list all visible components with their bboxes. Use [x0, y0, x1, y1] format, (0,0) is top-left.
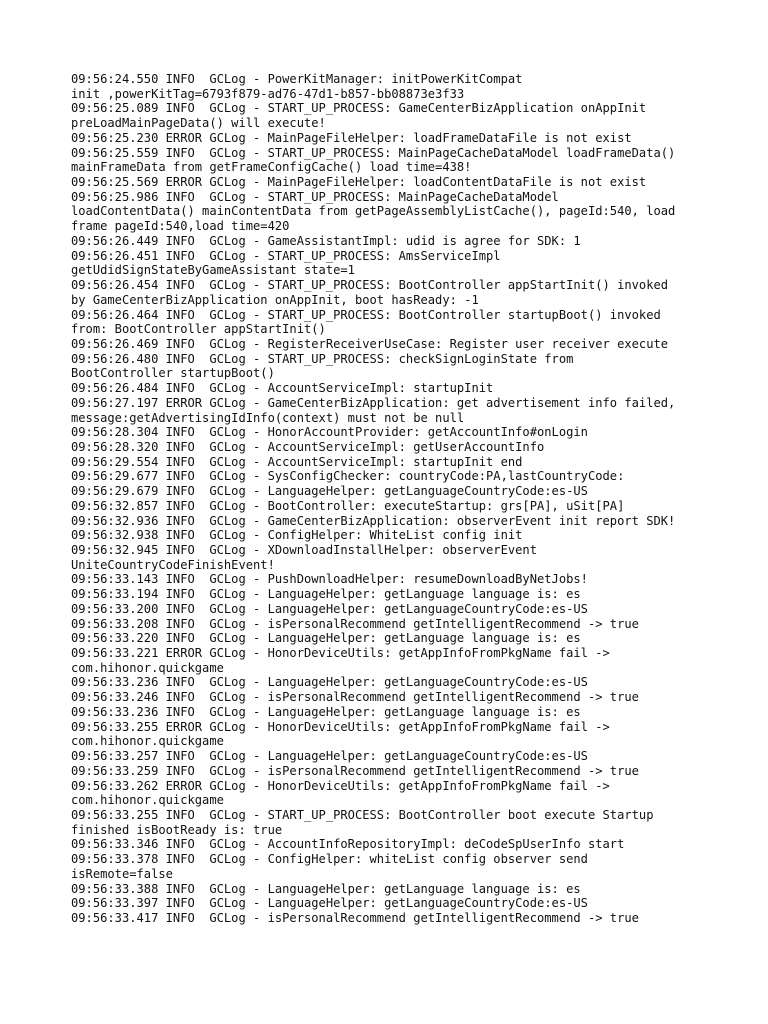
- log-line: 09:56:25.569 ERROR GCLog - MainPageFileHelper: loadContentDataFile is not exist: [71, 175, 647, 190]
- log-line: 09:56:25.559 INFO GCLog - START_UP_PROCESS: MainPageCacheDataModel loadFrameData(): [71, 145, 676, 160]
- log-line: com.hihonor.quickgame: [71, 734, 224, 749]
- log-line: isRemote=false: [71, 866, 173, 881]
- log-line: 09:56:33.220 INFO GCLog - LanguageHelper: getLanguage language is: es: [71, 631, 581, 646]
- log-line: message:getAdvertisingIdInfo(context) must not be null: [71, 410, 465, 425]
- log-line: 09:56:33.255 INFO GCLog - START_UP_PROCESS: BootController boot execute Startup: [71, 807, 654, 822]
- log-line: com.hihonor.quickgame: [71, 660, 224, 675]
- log-line: 09:56:25.089 INFO GCLog - START_UP_PROCESS: GameCenterBizApplication onAppInit: [71, 101, 647, 116]
- log-line: preLoadMainPageData() will execute!: [71, 116, 326, 131]
- log-line: 09:56:33.257 INFO GCLog - LanguageHelper: getLanguageCountryCode:es-US: [71, 749, 588, 764]
- log-line: 09:56:33.246 INFO GCLog - isPersonalRecommend getIntelligentRecommend -> true: [71, 690, 639, 705]
- log-line: 09:56:33.388 INFO GCLog - LanguageHelper: getLanguage language is: es: [71, 881, 581, 896]
- log-line: 09:56:25.230 ERROR GCLog - MainPageFileHelper: loadFrameDataFile is not exist: [71, 130, 632, 145]
- log-line: 09:56:26.464 INFO GCLog - START_UP_PROCESS: BootController startupBoot() invoked: [71, 307, 661, 322]
- log-line: init ,powerKitTag=6793f879-ad76-47d1-b857-bb08873e3f33: [71, 86, 465, 101]
- log-line: 09:56:33.143 INFO GCLog - PushDownloadHelper: resumeDownloadByNetJobs!: [71, 572, 588, 587]
- log-line: 09:56:33.236 INFO GCLog - LanguageHelper: getLanguageCountryCode:es-US: [71, 675, 588, 690]
- log-line: mainFrameData from getFrameConfigCache() load time=438!: [71, 160, 472, 175]
- log-line: 09:56:26.449 INFO GCLog - GameAssistantImpl: udid is agree for SDK: 1: [71, 233, 581, 248]
- log-line: 09:56:32.857 INFO GCLog - BootController: executeStartup: grs[PA], uSit[PA]: [71, 498, 625, 513]
- log-line: 09:56:27.197 ERROR GCLog - GameCenterBizApplication: get advertisement info failed,: [71, 395, 676, 410]
- log-line: com.hihonor.quickgame: [71, 793, 224, 808]
- log-line: BootController startupBoot(): [71, 366, 275, 381]
- log-line: 09:56:33.378 INFO GCLog - ConfigHelper: whiteList config observer send: [71, 852, 588, 867]
- log-line: 09:56:32.938 INFO GCLog - ConfigHelper: WhiteList config init: [71, 528, 523, 543]
- log-text-block: [71, 72, 711, 926]
- log-line: 09:56:33.221 ERROR GCLog - HonorDeviceUtils: getAppInfoFromPkgName fail ->: [71, 646, 610, 661]
- log-line: 09:56:28.304 INFO GCLog - HonorAccountProvider: getAccountInfo#onLogin: [71, 425, 588, 440]
- log-line: 09:56:26.480 INFO GCLog - START_UP_PROCESS: checkSignLoginState from: [71, 351, 574, 366]
- log-line: frame pageId:540,load time=420: [71, 219, 290, 234]
- log-line: from: BootController appStartInit(): [71, 322, 326, 337]
- log-line: 09:56:32.945 INFO GCLog - XDownloadInstallHelper: observerEvent: [71, 543, 537, 557]
- log-line: 09:56:33.259 INFO GCLog - isPersonalRecommend getIntelligentRecommend -> true: [71, 763, 639, 778]
- log-line: getUdidSignStateByGameAssistant state=1: [71, 263, 355, 278]
- log-line: 09:56:28.320 INFO GCLog - AccountServiceImpl: getUserAccountInfo: [71, 439, 545, 454]
- log-line: 09:56:33.194 INFO GCLog - LanguageHelper: getLanguage language is: es: [71, 587, 581, 602]
- log-line: 09:56:26.454 INFO GCLog - START_UP_PROCESS: BootController appStartInit() invoked: [71, 278, 669, 293]
- log-line: 09:56:33.397 INFO GCLog - LanguageHelper: getLanguageCountryCode:es-US: [71, 896, 588, 911]
- log-line: 09:56:29.677 INFO GCLog - SysConfigChecker: countryCode:PA,lastCountryCode:: [71, 469, 625, 484]
- log-line: UniteCountryCodeFinishEvent!: [71, 557, 275, 572]
- log-line: 09:56:33.346 INFO GCLog - AccountInfoRepositoryImpl: deCodeSpUserInfo start: [71, 837, 625, 852]
- log-line: 09:56:32.936 INFO GCLog - GameCenterBizApplication: observerEvent init report SDK!: [71, 513, 676, 528]
- log-line: 09:56:26.484 INFO GCLog - AccountServiceImpl: startupInit: [71, 381, 494, 396]
- log-line: 09:56:33.255 ERROR GCLog - HonorDeviceUtils: getAppInfoFromPkgName fail ->: [71, 719, 610, 734]
- log-line: 09:56:33.208 INFO GCLog - isPersonalRecommend getIntelligentRecommend -> true: [71, 616, 639, 631]
- log-line: 09:56:26.469 INFO GCLog - RegisterReceiverUseCase: Register user receiver execute: [71, 336, 669, 351]
- log-line: 09:56:33.417 INFO GCLog - isPersonalRecommend getIntelligentRecommend -> true: [71, 910, 639, 925]
- log-line: 09:56:33.262 ERROR GCLog - HonorDeviceUtils: getAppInfoFromPkgName fail ->: [71, 778, 610, 793]
- log-line: by GameCenterBizApplication onAppInit, boot hasReady: -1: [71, 292, 479, 307]
- log-line: loadContentData() mainContentData from getPageAssemblyListCache(), pageId:540, load: [71, 204, 676, 219]
- log-line: 09:56:33.236 INFO GCLog - LanguageHelper: getLanguage language is: es: [71, 704, 581, 719]
- log-line: 09:56:29.679 INFO GCLog - LanguageHelper: getLanguageCountryCode:es-US: [71, 484, 588, 499]
- log-line: finished isBootReady is: true: [71, 822, 283, 837]
- log-line: 09:56:25.986 INFO GCLog - START_UP_PROCESS: MainPageCacheDataModel: [71, 189, 559, 204]
- log-line: 09:56:24.550 INFO GCLog - PowerKitManager: initPowerKitCompat: [71, 72, 523, 86]
- log-line: 09:56:33.200 INFO GCLog - LanguageHelper: getLanguageCountryCode:es-US: [71, 601, 588, 616]
- log-line: 09:56:26.451 INFO GCLog - START_UP_PROCESS: AmsServiceImpl: [71, 248, 501, 263]
- log-line: 09:56:29.554 INFO GCLog - AccountServiceImpl: startupInit end: [71, 454, 523, 469]
